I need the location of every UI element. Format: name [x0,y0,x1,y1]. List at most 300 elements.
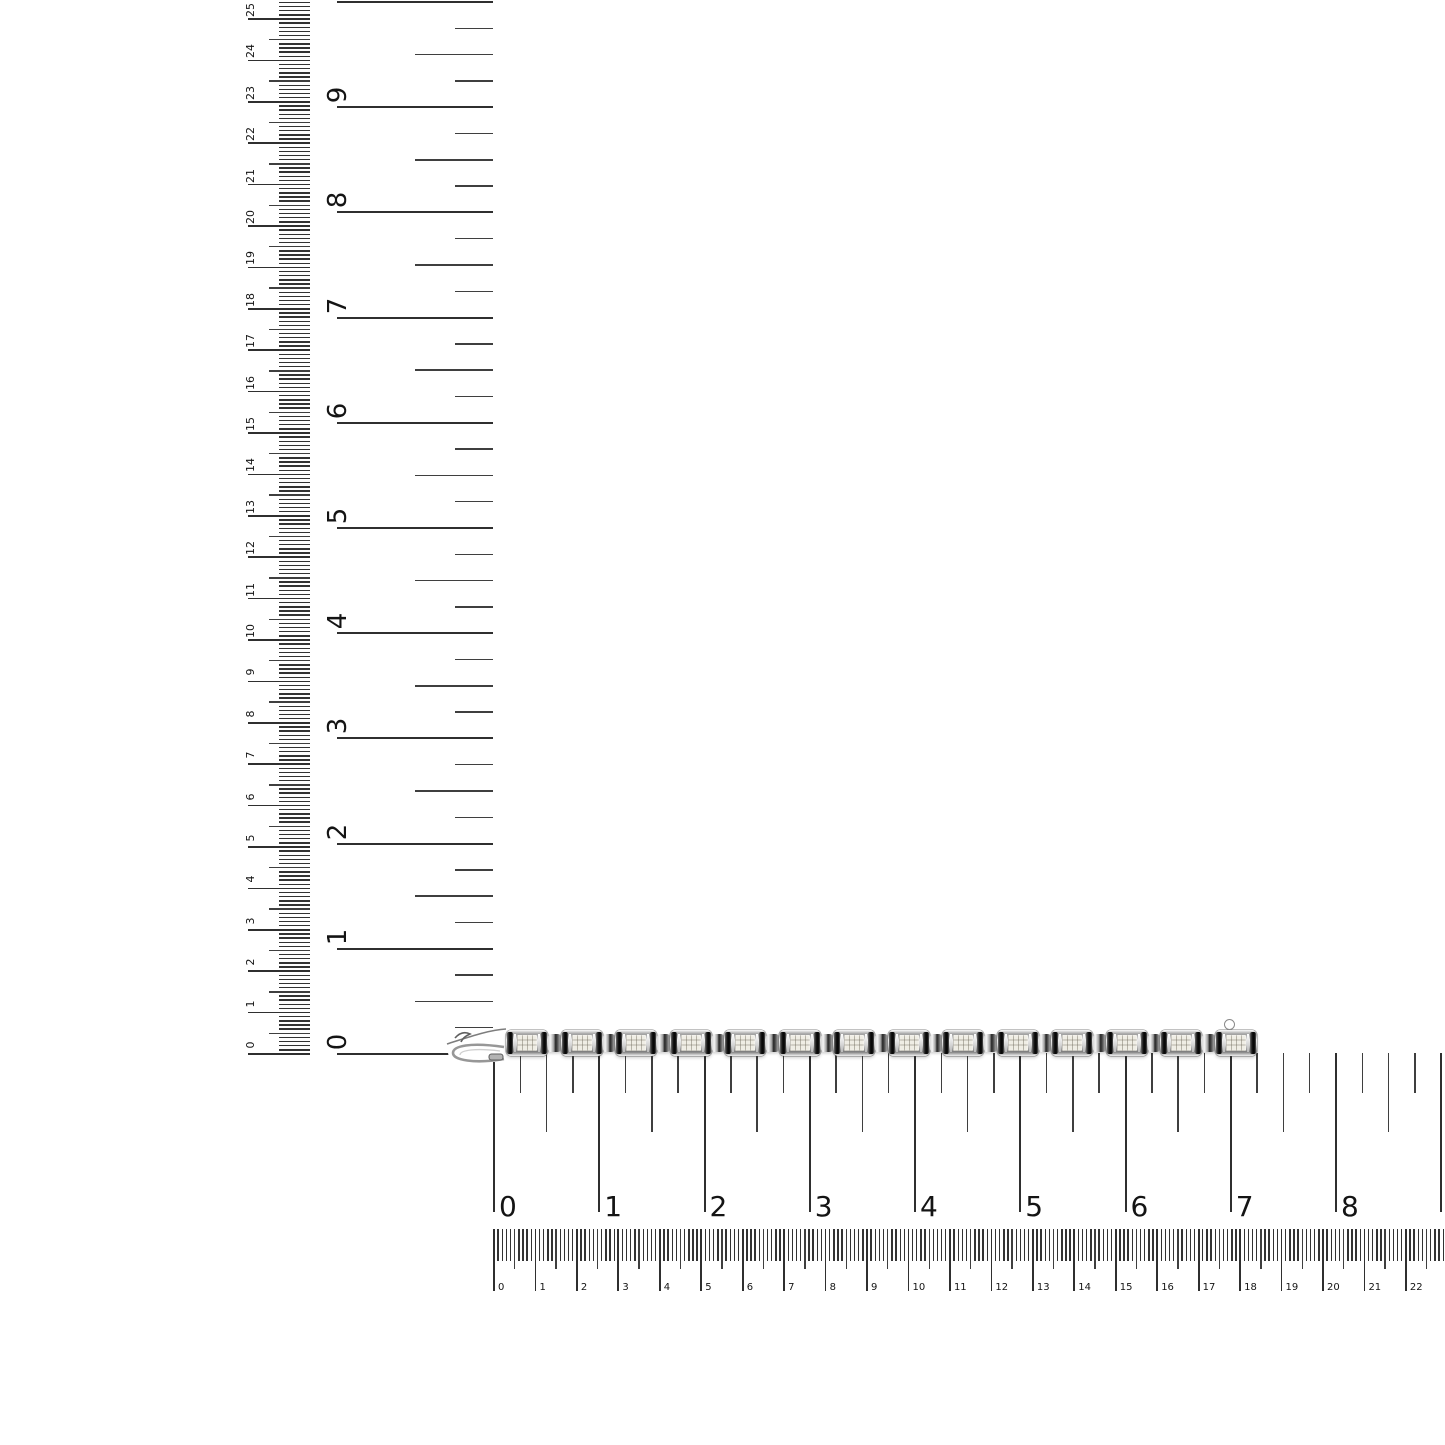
pave-diamond-panel [681,1035,701,1051]
cm-tick [825,1229,827,1291]
mm-tick [663,1229,664,1261]
link-connector [930,1034,943,1052]
cm-tick [493,1229,495,1291]
mm-tick [738,1229,739,1261]
cm-tick [659,1229,661,1291]
inch-label: 6 [1130,1190,1149,1223]
mm-tick [692,1229,693,1261]
mm-tick [958,1229,959,1261]
mm-tick [804,1229,805,1269]
mm-tick [609,1229,610,1261]
cm-label: 16 [1161,1282,1174,1293]
silver-edge [756,1034,758,1052]
mm-tick [1011,1229,1012,1269]
bracelet-link [942,1030,984,1056]
bracelet-link [615,1030,657,1056]
bracelet-link [1106,1030,1148,1056]
mm-tick [746,1229,747,1261]
mm-tick [1078,1229,1079,1261]
inch-label: 5 [323,507,353,525]
inch-label: 9 [323,86,353,104]
mm-tick [759,1229,760,1261]
mm-tick [1318,1229,1319,1261]
mm-tick [962,1229,963,1261]
cm-label: 14 [1078,1282,1092,1293]
mm-tick [850,1229,851,1261]
mm-tick [1007,1229,1008,1261]
mm-tick [779,1229,780,1261]
bracelet-link [670,1030,712,1056]
inch-label: 8 [323,192,353,209]
mm-tick [862,1229,863,1261]
silver-edge [702,1034,704,1052]
silver-edge [1223,1034,1225,1052]
mm-tick [667,1229,668,1261]
mm-tick [987,1229,988,1261]
mm-tick [837,1229,838,1261]
mm-tick [721,1229,722,1269]
cm-label: 7 [243,751,257,759]
mm-tick [684,1229,685,1261]
cm-tick [1239,1229,1241,1291]
mm-tick [1231,1229,1232,1261]
mm-tick [1186,1229,1187,1261]
mm-tick [808,1229,809,1261]
mm-tick [1380,1229,1381,1261]
cm-label: 0 [498,1282,505,1293]
cm-tick [1364,1229,1366,1291]
mm-tick [1024,1229,1025,1261]
mm-tick [1302,1229,1303,1269]
silver-edge [865,1034,867,1052]
mm-tick [725,1229,726,1261]
silver-edge [974,1034,976,1052]
silver-edge [514,1034,516,1052]
black-enamel-bar [1161,1032,1167,1054]
bracelet-link [1051,1030,1093,1056]
black-enamel-bar [1141,1032,1147,1054]
mm-tick [1161,1229,1162,1261]
black-enamel-bar [541,1032,547,1054]
mm-tick [564,1229,565,1261]
black-enamel-bar [834,1032,840,1054]
mm-tick [672,1229,673,1261]
cm-label: 16 [243,375,257,390]
bracelet-link [1215,1030,1257,1056]
cm-label: 18 [1244,1282,1257,1293]
black-enamel-bar [889,1032,895,1054]
mm-tick [754,1229,755,1261]
mm-tick [634,1229,635,1261]
cm-label: 23 [243,85,257,100]
mm-tick [580,1229,581,1261]
black-enamel-bar [725,1032,731,1054]
black-enamel-bar [507,1032,513,1054]
mm-tick [1331,1229,1332,1261]
mm-tick [887,1229,888,1269]
mm-tick [1347,1229,1348,1261]
mm-tick [717,1229,718,1261]
black-enamel-bar [1195,1032,1201,1054]
mm-tick [605,1229,606,1261]
mm-tick [626,1229,627,1261]
silver-edge [896,1034,898,1052]
mm-tick [705,1229,706,1261]
mm-tick [1036,1229,1037,1261]
pave-diamond-panel [1062,1035,1082,1051]
mm-tick [1418,1229,1419,1261]
silver-edge [920,1034,922,1052]
mm-tick [1136,1229,1137,1269]
mm-tick [982,1229,983,1261]
mm-tick [1144,1229,1145,1261]
mm-tick [1256,1229,1257,1261]
black-enamel-bar [998,1032,1004,1054]
link-connector [712,1034,725,1052]
cm-tick [1198,1229,1200,1291]
mm-tick [614,1229,615,1261]
bracelet-link [888,1030,930,1056]
bracelet-link [724,1030,766,1056]
cm-label: 1 [539,1282,546,1293]
cm-tick [1281,1229,1283,1291]
inch-label: 2 [709,1190,728,1223]
mm-tick [821,1229,822,1261]
mm-tick [568,1229,569,1261]
mm-tick [1103,1229,1104,1261]
mm-tick [1397,1229,1398,1261]
mm-tick [1016,1229,1017,1261]
cm-tick [1156,1229,1158,1291]
cm-tick [908,1229,910,1291]
cm-label: 5 [243,834,257,842]
link-connector [1093,1034,1106,1052]
mm-tick [846,1229,847,1269]
silver-edge [1005,1034,1007,1052]
mm-tick [688,1229,689,1261]
silver-edge [623,1034,625,1052]
cm-label: 9 [243,668,257,676]
mm-tick [841,1229,842,1261]
mm-tick [974,1229,975,1261]
mm-tick [1086,1229,1087,1261]
mm-tick [970,1229,971,1269]
black-enamel-bar [814,1032,820,1054]
silver-edge [1138,1034,1140,1052]
cm-label: 6 [243,793,257,801]
mm-tick [1181,1229,1182,1261]
mm-tick [1393,1229,1394,1261]
mm-tick [1351,1229,1352,1261]
black-enamel-bar [977,1032,983,1054]
mm-tick [1443,1229,1444,1261]
mm-tick [1376,1229,1377,1261]
cm-label: 21 [243,168,257,183]
mm-tick [858,1229,859,1261]
mm-tick [1123,1229,1124,1261]
cm-tick [949,1229,951,1291]
mm-tick [601,1229,602,1261]
inch-label: 1 [323,928,353,946]
bracelet [446,1016,1268,1070]
cm-label: 2 [243,958,257,966]
cm-label: 9 [871,1282,878,1293]
mm-tick [1360,1229,1361,1261]
cm-tick [1032,1229,1034,1291]
cm-label: 2 [580,1282,588,1293]
cm-label: 10 [912,1282,926,1293]
black-enamel-bar [923,1032,929,1054]
cm-tick [617,1229,619,1291]
cm-tick [783,1229,785,1291]
mm-tick [800,1229,801,1261]
cm-label: 11 [953,1282,967,1293]
mm-tick [829,1229,830,1261]
mm-tick [1020,1229,1021,1261]
mm-tick [1111,1229,1112,1261]
mm-tick [1260,1229,1261,1269]
inch-label: 7 [323,297,353,314]
pave-diamond-panel [626,1035,646,1051]
cm-label: 22 [243,127,257,142]
cm-label: 15 [243,417,257,431]
cm-label: 19 [243,251,257,266]
mm-tick [651,1229,652,1261]
mm-tick [1094,1229,1095,1269]
cm-label: 13 [243,499,257,514]
pave-diamond-panel [844,1035,864,1051]
mm-tick [1434,1229,1435,1261]
black-enamel-bar [1032,1032,1038,1054]
mm-tick [1223,1229,1224,1261]
cm-label: 12 [243,541,257,556]
cm-label: 20 [243,210,257,224]
cm-label: 8 [829,1282,836,1293]
mm-tick [1202,1229,1203,1261]
silver-edge [811,1034,813,1052]
inch-label: 2 [323,823,353,840]
mm-tick [1306,1229,1307,1261]
pave-diamond-panel [790,1035,810,1051]
mm-tick [1314,1229,1315,1261]
pave-diamond-panel [517,1035,537,1051]
mm-tick [1190,1229,1191,1261]
black-enamel-bar [1216,1032,1222,1054]
mm-tick [833,1229,834,1261]
cm-tick [700,1229,702,1291]
mm-tick [1335,1229,1336,1261]
mm-tick [891,1229,892,1261]
link-connector [875,1034,888,1052]
mm-tick [796,1229,797,1261]
mm-tick [676,1229,677,1261]
mm-tick [817,1229,818,1261]
cm-label: 18 [243,292,257,307]
mm-tick [1127,1229,1128,1261]
mm-tick [1053,1229,1054,1269]
pave-diamond-panel [1117,1035,1137,1051]
mm-tick [1297,1229,1298,1261]
mm-tick [1264,1229,1265,1261]
mm-tick [643,1229,644,1261]
inch-label: 7 [1235,1190,1254,1223]
cm-label: 13 [1036,1282,1050,1293]
bracelet-link [561,1030,603,1056]
mm-tick [1252,1229,1253,1261]
mm-tick [1165,1229,1166,1261]
inch-label: 4 [323,612,353,630]
cm-label: 20 [1327,1282,1340,1293]
mm-tick [1401,1229,1402,1261]
cm-label: 7 [788,1282,795,1293]
silver-edge [569,1034,571,1052]
mm-tick [730,1229,731,1261]
mm-tick [713,1229,714,1261]
mm-tick [1045,1229,1046,1261]
mm-tick [734,1229,735,1261]
mm-tick [1057,1229,1058,1261]
mm-tick [912,1229,913,1261]
link-connector [984,1034,997,1052]
bracelet-link [1160,1030,1202,1056]
mm-tick [1152,1229,1153,1261]
clasp-ring-icon [1224,1019,1235,1030]
silver-edge [1192,1034,1194,1052]
mm-tick [680,1229,681,1269]
mm-tick [1293,1229,1294,1261]
mm-tick [1389,1229,1390,1261]
black-enamel-bar [616,1032,622,1054]
mm-tick [1098,1229,1099,1261]
mm-tick [1244,1229,1245,1261]
cm-label: 0 [243,1041,257,1049]
mm-tick [966,1229,967,1261]
cm-label: 10 [243,624,257,638]
cm-label: 3 [243,917,257,925]
silver-edge [647,1034,649,1052]
mm-tick [1285,1229,1286,1261]
mm-tick [870,1229,871,1261]
link-connector [657,1034,670,1052]
mm-tick [1235,1229,1236,1261]
link-connector [1202,1034,1215,1052]
cm-label: 17 [1202,1282,1216,1293]
mm-tick [879,1229,880,1261]
cm-label: 14 [243,458,257,473]
mm-tick [995,1229,996,1261]
mm-tick [1028,1229,1029,1261]
mm-tick [622,1229,623,1261]
cm-label: 4 [663,1282,671,1293]
pave-diamond-panel [1171,1035,1191,1051]
cm-label: 1 [243,1000,257,1008]
mm-tick [709,1229,710,1261]
cm-label: 25 [243,3,257,17]
black-enamel-bar [868,1032,874,1054]
mm-tick [514,1229,515,1269]
silver-edge [1114,1034,1116,1052]
inch-label: 3 [323,718,353,735]
cm-label: 22 [1409,1282,1423,1293]
bracelet-link [779,1030,821,1056]
silver-edge [1168,1034,1170,1052]
bracelet-link [997,1030,1039,1056]
cm-tick [866,1229,868,1291]
mm-tick [1368,1229,1369,1261]
inch-label: 3 [814,1190,833,1223]
mm-tick [1132,1229,1133,1261]
silver-edge [1247,1034,1249,1052]
mm-tick [655,1229,656,1261]
mm-tick [630,1229,631,1261]
mm-tick [1355,1229,1356,1261]
mm-tick [502,1229,503,1261]
mm-tick [941,1229,942,1261]
mm-tick [1273,1229,1274,1261]
mm-tick [1206,1229,1207,1261]
mm-tick [638,1229,639,1269]
mm-tick [531,1229,532,1261]
silver-edge [787,1034,789,1052]
mm-tick [1326,1229,1327,1261]
silver-edge [538,1034,540,1052]
mm-tick [920,1229,921,1261]
silver-edge [678,1034,680,1052]
mm-tick [1384,1229,1385,1269]
mm-tick [953,1229,954,1261]
link-connector [548,1034,561,1052]
black-enamel-bar [759,1032,765,1054]
mm-tick [1277,1229,1278,1261]
mm-tick [1210,1229,1211,1261]
silver-edge [1029,1034,1031,1052]
link-connector [603,1034,616,1052]
mm-tick [1215,1229,1216,1261]
silver-edge [1083,1034,1085,1052]
mm-tick [812,1229,813,1261]
mm-tick [895,1229,896,1261]
mm-tick [518,1229,519,1261]
silver-edge [1059,1034,1061,1052]
cm-label: 19 [1285,1282,1299,1293]
mm-tick [510,1229,511,1261]
mm-tick [788,1229,789,1261]
inch-label: 8 [1341,1190,1359,1223]
mm-tick [1426,1229,1427,1269]
silver-edge [732,1034,734,1052]
pave-diamond-panel [1226,1035,1246,1051]
mm-tick [593,1229,594,1261]
cm-label: 21 [1368,1282,1382,1293]
mm-tick [1061,1229,1062,1261]
mm-tick [560,1229,561,1261]
bracelet-link [506,1030,548,1056]
link-connector [1148,1034,1161,1052]
mm-tick [1413,1229,1414,1261]
mm-tick [1310,1229,1311,1261]
mm-tick [696,1229,697,1261]
silver-edge [950,1034,952,1052]
mm-tick [1169,1229,1170,1261]
mm-tick [1227,1229,1228,1261]
clasp-icon [446,1016,512,1070]
mm-tick [551,1229,552,1261]
mm-tick [1082,1229,1083,1261]
cm-label: 6 [746,1282,754,1293]
mm-tick [1040,1229,1041,1261]
mm-tick [1173,1229,1174,1261]
mm-tick [1422,1229,1423,1261]
